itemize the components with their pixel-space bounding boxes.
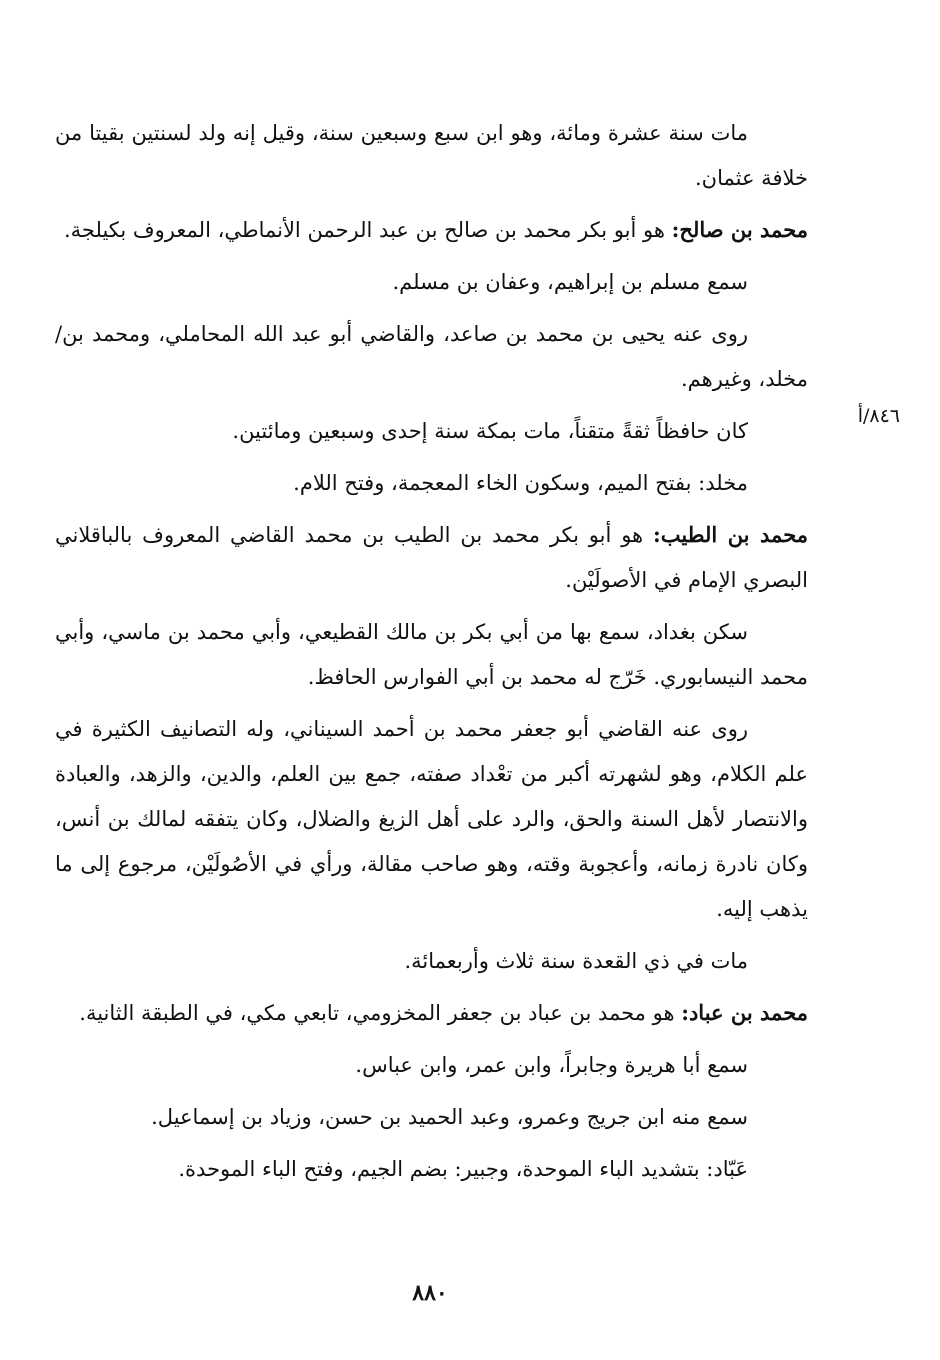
paragraph-text: روى عنه القاضي أبو جعفر محمد بن أحمد السيناني، وله التصانيف الكثيرة في علم الكلام، وهو لشهرته أكبر من تعْداد صفته، جمع بين العلم، والدين، والزهد، والعبادة والانتصار لأهل السنة والحق، والرد على أهل الزيغ والضلال، وكان يتفقه لمالك بن أنس، وكان نادرة زمانه، وأعجوبة وقته، وهو صاحب مقالة، ورأي في الأصُولَيْن، مرجوع إلى ما يذهب إليه. [55,717,808,921]
paragraph-5 [55,408,808,454]
paragraph-text: سكن بغداد، سمع بها من أبي بكر بن مالك القطيعي، وأبي محمد بن ماسي، وأبي محمد النيسابوري. خَرّج له محمد بن أبي الفوارس الحافظ. [55,620,808,689]
paragraph-1 [55,110,808,201]
paragraph-3 [55,259,808,305]
paragraph-text: مات في ذي القعدة سنة ثلاث وأربعمائة. [404,949,748,973]
paragraph-text: سمع أبا هريرة وجابراً، وابن عمر، وابن عباس. [355,1053,748,1077]
paragraph-10 [55,938,808,984]
paragraph-text: سمع مسلم بن إبراهيم، وعفان بن مسلم. [392,270,748,294]
paragraph-text: هو محمد بن عباد بن جعفر المخزومي، تابعي مكي، في الطبقة الثانية. [79,1001,682,1025]
paragraph-8 [55,609,808,700]
paragraph-9 [55,706,808,932]
entry-heading: محمد بن الطيب: [653,522,809,547]
paragraph-text: كان حافظاً ثقةً متقناً، مات بمكة سنة إحدى وسبعين ومائتين. [232,419,748,443]
paragraph-13 [55,1094,808,1140]
paragraph-text: روى عنه يحيى بن محمد بن صاعد، والقاضي أبو عبد الله المحاملي، ومحمد بن/مخلد، وغيرهم. [55,322,808,391]
main-text-column [55,110,808,1198]
entry-heading: محمد بن صالح: [671,217,808,242]
paragraph-text: هو أبو بكر محمد بن صالح بن عبد الرحمن الأنماطي، المعروف بكيلجة. [64,218,672,242]
paragraph-6 [55,460,808,506]
page-number: ٨٨٠ [412,1280,448,1306]
paragraph-11 [55,990,808,1036]
paragraph-text: مخلد: بفتح الميم، وسكون الخاء المعجمة، وفتح اللام. [293,471,748,495]
manuscript-folio-marker: ٨٤٦/أ [857,405,900,427]
paragraph-2 [55,207,808,253]
paragraph-text: عَبّاد: بتشديد الباء الموحدة، وجبير: بضم الجيم، وفتح الباء الموحدة. [178,1157,748,1181]
paragraph-text: هو أبو بكر محمد بن الطيب بن محمد القاضي المعروف بالباقلاني البصري الإمام في الأصولَيْن. [55,523,808,592]
paragraph-7 [55,512,808,603]
paragraph-text: مات سنة عشرة ومائة، وهو ابن سبع وسبعين سنة، وقيل إنه ولد لسنتين بقيتا من خلافة عثمان. [55,121,808,190]
paragraph-4 [55,311,808,402]
paragraph-text: سمع منه ابن جريج وعمرو، وعبد الحميد بن حسن، وزياد بن إسماعيل. [151,1105,748,1129]
paragraph-14 [55,1146,808,1192]
paragraph-12 [55,1042,808,1088]
entry-heading: محمد بن عباد: [681,1000,808,1025]
